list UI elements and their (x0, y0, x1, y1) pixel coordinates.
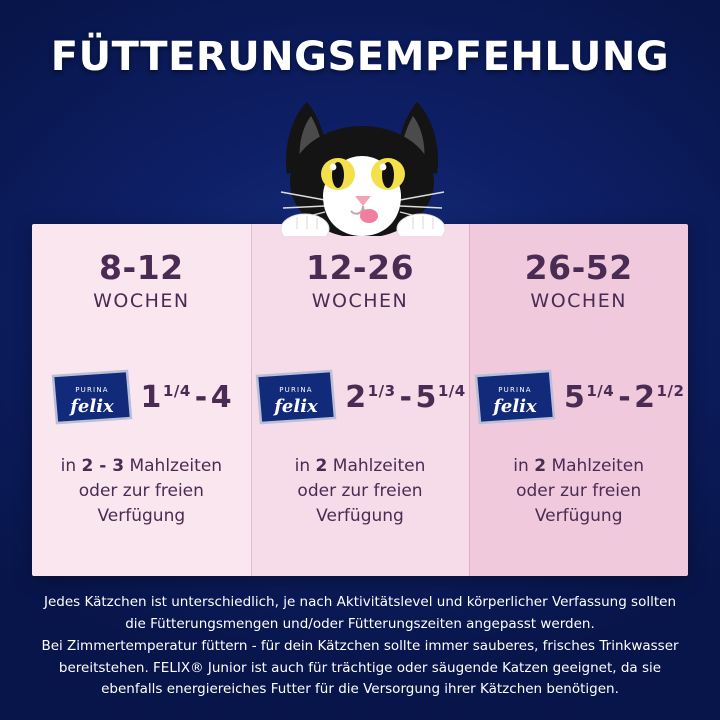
footer-disclaimer (26, 592, 694, 701)
age-range: 26-52 (524, 248, 633, 287)
amount-dash: - (194, 379, 208, 415)
meals-prefix: in (294, 456, 316, 477)
amount-from-whole: 2 (345, 379, 367, 415)
portion-row (251, 358, 470, 436)
meals-line2: oder zur freien (516, 480, 642, 501)
meals-count: 2 (534, 456, 547, 477)
kitten-illustration (245, 96, 475, 236)
portion-row (32, 358, 251, 436)
amount-to-whole: 4 (210, 379, 233, 415)
svg-text:felix: felix (274, 396, 319, 418)
svg-text:PURINA: PURINA (74, 386, 109, 395)
meals-line2: oder zur freien (297, 480, 423, 501)
amount-from-fraction: 1/3 (367, 381, 396, 400)
meals-line3: Verfügung (316, 505, 404, 526)
felix-pouch-icon (49, 368, 133, 426)
meals-count: 2 - 3 (81, 456, 125, 477)
svg-text:felix: felix (69, 396, 114, 418)
amount-dash: - (399, 379, 413, 415)
amount-from-whole: 1 (140, 379, 162, 415)
svg-text:PURINA: PURINA (498, 386, 532, 395)
meals-line3: Verfügung (97, 505, 186, 526)
felix-pouch-icon (472, 368, 556, 426)
footer-line-1: Jedes Kätzchen ist unterschiedlich, je nach Aktivitätslevel und körperlicher Verfassung sollten (43, 594, 676, 610)
amount-to-whole: 2 (634, 379, 656, 415)
portion-amount (345, 380, 466, 415)
feeding-column-12-26 (251, 224, 470, 576)
meals-suffix: Mahlzeiten (124, 456, 223, 477)
felix-pouch-icon (253, 368, 337, 426)
portion-amount (564, 380, 685, 415)
portion-row (469, 358, 688, 436)
page-title: FÜTTERUNGSEMPFEHLUNG (50, 34, 670, 80)
amount-from-whole: 5 (563, 379, 586, 415)
amount-from-fraction: 1/4 (586, 381, 615, 400)
feeding-guide-panel (32, 224, 688, 576)
meals-line3: Verfügung (534, 505, 623, 526)
meals-suffix: Mahlzeiten (546, 456, 645, 477)
svg-text:PURINA: PURINA (279, 386, 314, 395)
amount-dash: - (618, 379, 632, 415)
footer-line-3: Bei Zimmertemperatur füttern - für dein Kätzchen sollte immer sauberes, frisches Trinkwasser (41, 637, 679, 654)
meals-count: 2 (315, 456, 328, 477)
meals-text (469, 454, 688, 528)
svg-text:felix: felix (493, 396, 537, 418)
portion-amount (141, 380, 235, 415)
age-unit-label: WOCHEN (530, 290, 627, 313)
footer-line-2: die Fütterungsmengen und/oder Fütterungszeiten angepasst werden. (125, 615, 595, 632)
footer-line-5: ebenfalls energiereiches Futter für die Versorgung ihrer Kätzchen benötigen. (101, 681, 619, 698)
meals-text (251, 454, 470, 528)
amount-from-fraction: 1/4 (162, 381, 191, 400)
age-unit-label: WOCHEN (311, 290, 409, 313)
meals-line2: oder zur freien (78, 480, 204, 501)
feeding-column-26-52 (469, 224, 688, 576)
amount-to-fraction: 1/4 (437, 381, 466, 400)
age-range: 8-12 (99, 248, 184, 287)
meals-suffix: Mahlzeiten (327, 456, 426, 477)
feeding-column-8-12 (32, 224, 251, 576)
meals-text (32, 454, 251, 528)
meals-prefix: in (513, 456, 535, 477)
age-unit-label: WOCHEN (93, 290, 190, 313)
footer-line-4: bereitstehen. FELIX® Junior ist auch für trächtige oder säugende Katzen geeignet, da sie (58, 659, 662, 676)
meals-prefix: in (60, 456, 82, 477)
amount-to-fraction: 1/2 (656, 381, 685, 400)
amount-to-whole: 5 (415, 379, 437, 415)
age-range: 12-26 (305, 248, 415, 287)
